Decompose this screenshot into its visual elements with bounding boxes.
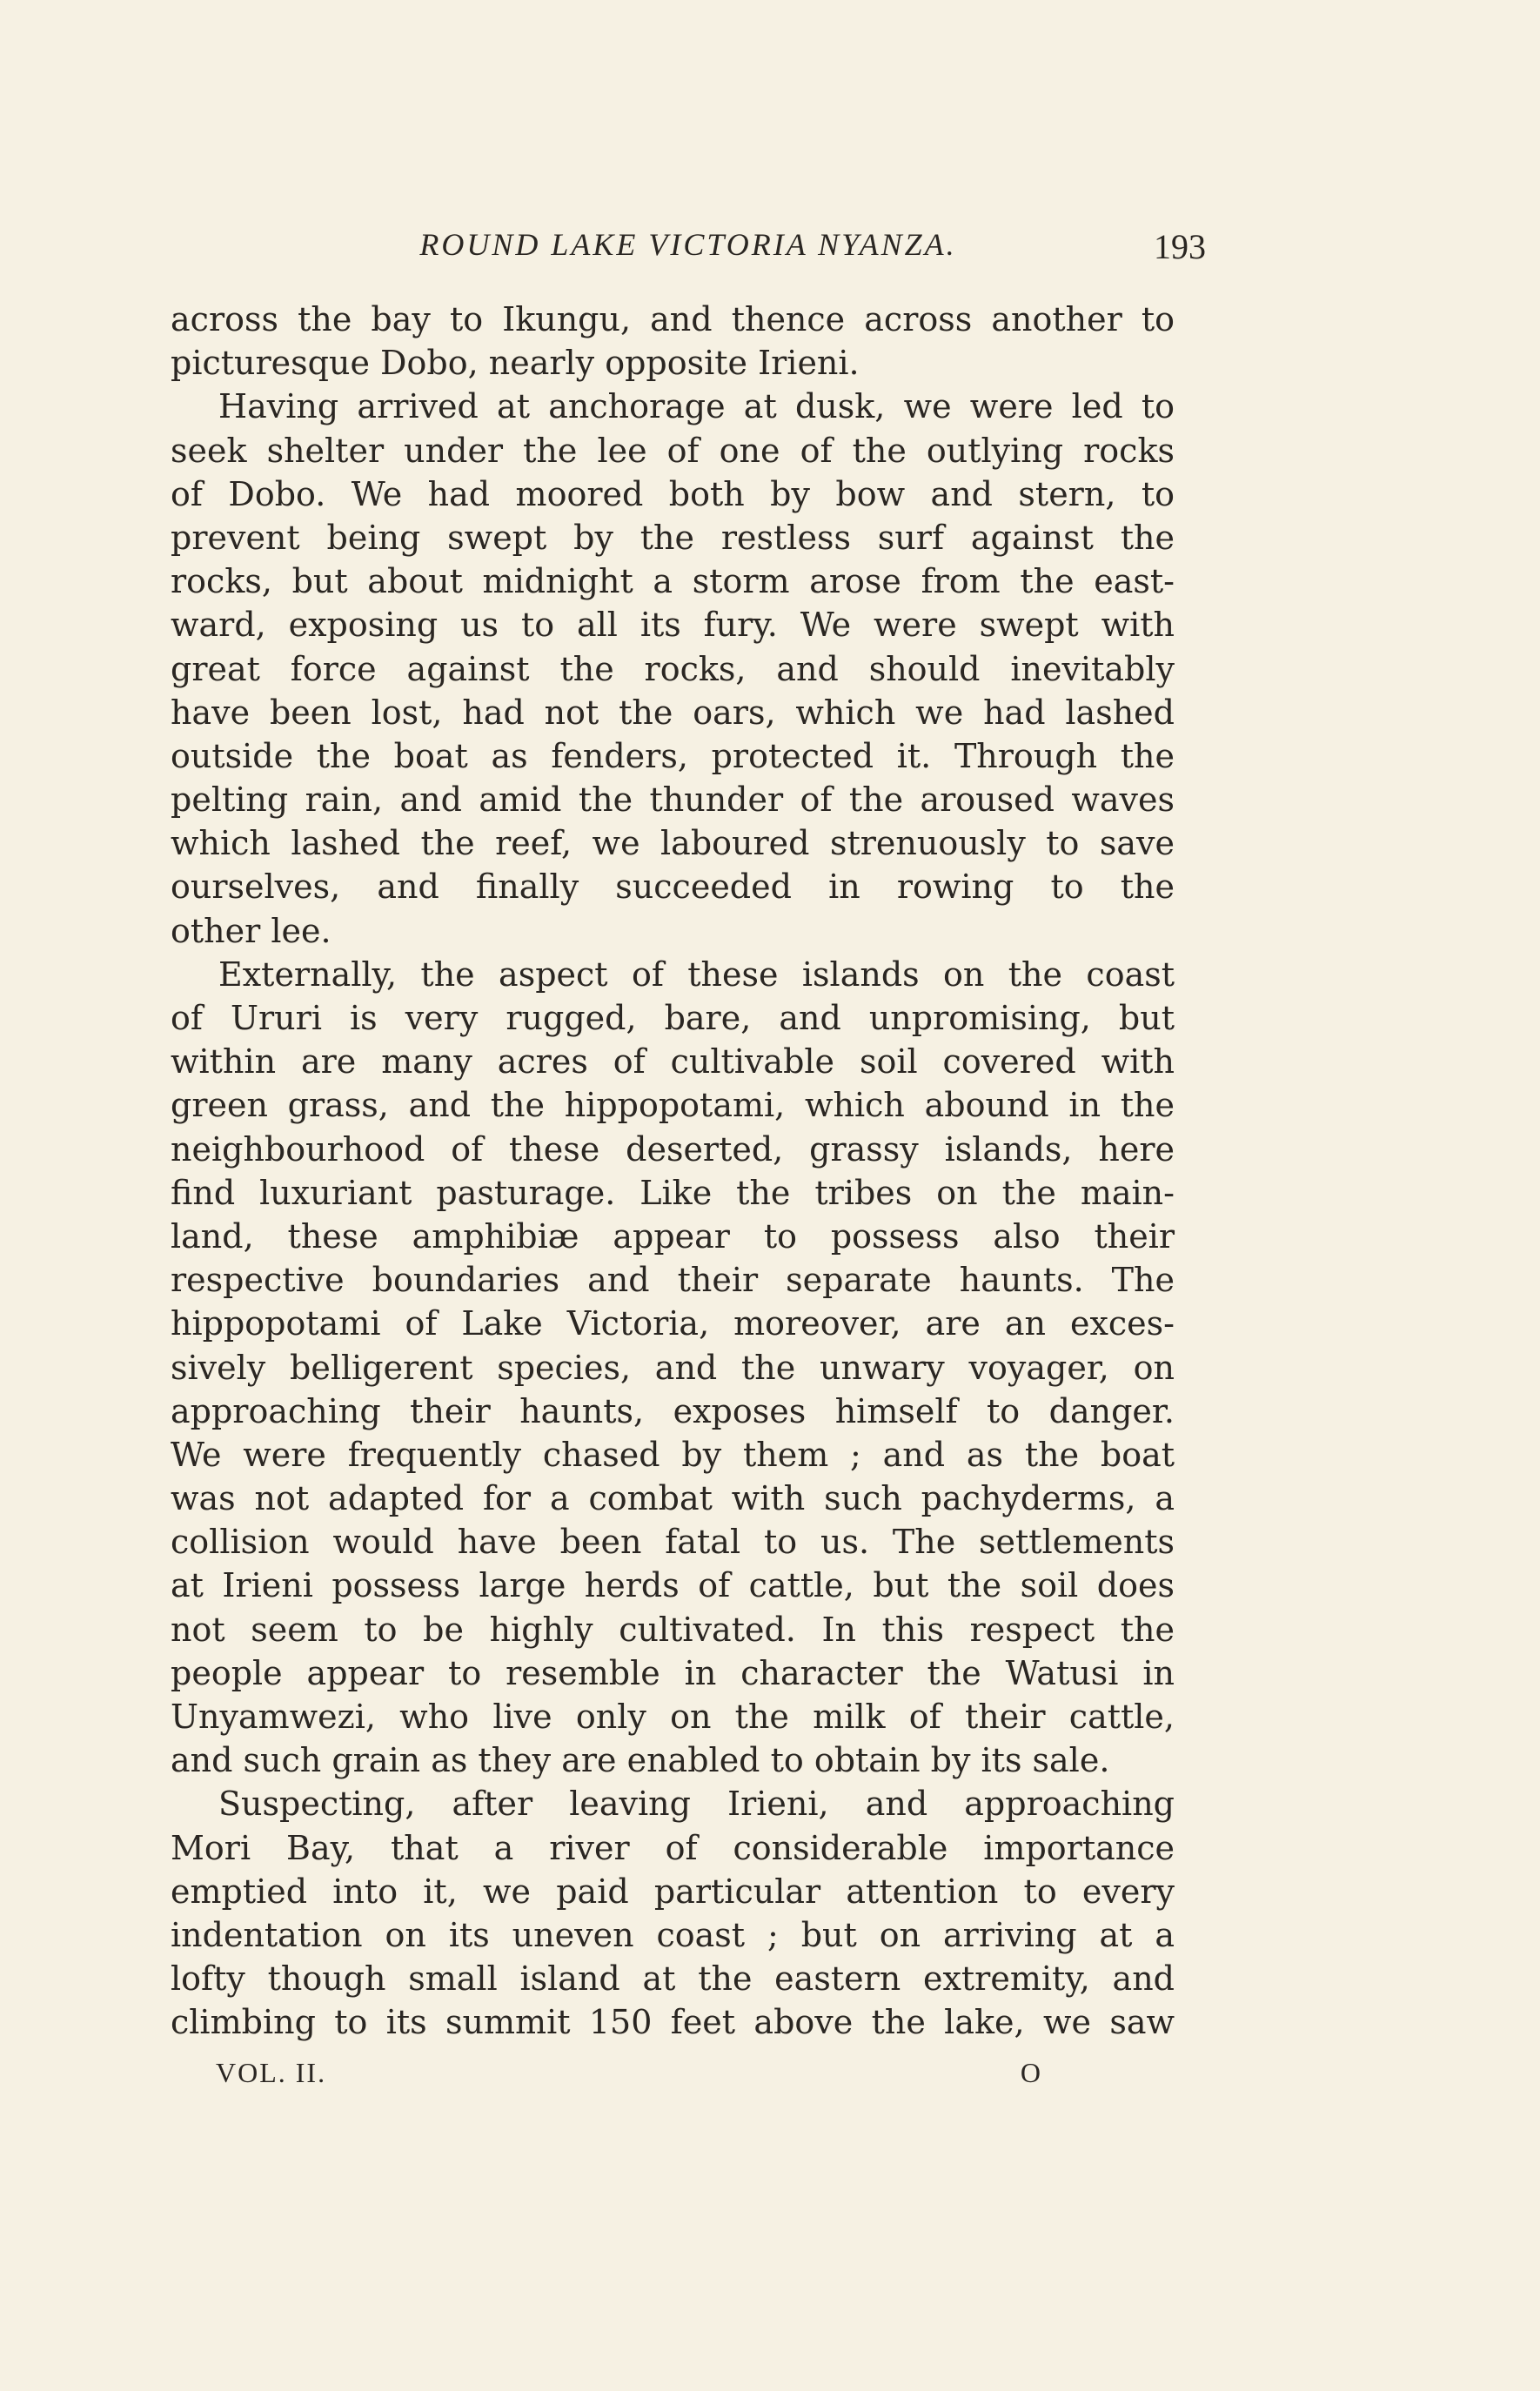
text-line: pelting rain, and amid the thunder of the aroused waves	[171, 780, 1175, 820]
text-line: Externally, the aspect of these islands on the coast	[218, 954, 1175, 994]
running-head	[171, 226, 1206, 278]
text-line: of Ururi is very rugged, bare, and unpromising, but	[171, 999, 1175, 1037]
text-line: Having arrived at anchorage at dusk, we were led to	[218, 387, 1175, 426]
text-line: not seem to be highly cultivated. In this respect the	[171, 1610, 1175, 1649]
volume-marker: VOL. II.	[216, 2057, 327, 2088]
page-footer	[216, 2057, 1041, 2100]
page-number: 193	[1154, 227, 1206, 266]
text-line: rocks, but about midnight a storm arose from the east-	[171, 562, 1175, 601]
text-line: ward, exposing us to all its fury. We were swept with	[171, 606, 1175, 645]
text-line: indentation on its uneven coast ; but on arriving at a	[171, 1915, 1175, 1954]
text-line: lofty though small island at the eastern extremity, and	[171, 1959, 1175, 1999]
text-line: Unyamwezi, who live only on the milk of their cattle,	[171, 1698, 1175, 1736]
text-line: outside the boat as fenders, protected it. Through the	[171, 736, 1175, 775]
text-line: respective boundaries and their separate haunts. The	[171, 1261, 1175, 1300]
text-line: people appear to resemble in character the Watusi in	[171, 1653, 1175, 1692]
text-line: great force against the rocks, and should inevitably	[171, 649, 1175, 688]
text-line: prevent being swept by the restless surf against the	[171, 518, 1175, 557]
text-line: of Dobo. We had moored both by bow and stern, to	[171, 474, 1175, 513]
text-line: collision would have been fatal to us. The settlements	[171, 1523, 1175, 1562]
text-line: emptied into it, we paid particular attention to every	[171, 1872, 1175, 1911]
text-line: have been lost, had not the oars, which we had lashed	[171, 693, 1175, 732]
text-line: ourselves, and finally succeeded in rowing to the	[171, 867, 1175, 907]
text-line: seek shelter under the lee of one of the outlying rocks	[171, 431, 1175, 470]
text-line: at Irieni possess large herds of cattle, but the soil does	[171, 1566, 1175, 1605]
text-line: was not adapted for a combat with such pachyderms, a	[171, 1479, 1175, 1518]
text-line: hippopotami of Lake Victoria, moreover, are an exces-	[171, 1304, 1175, 1343]
text-line: green grass, and the hippopotami, which abound in the	[171, 1086, 1175, 1125]
text-line: land, these amphibiæ appear to possess also their	[171, 1216, 1175, 1256]
text-line: find luxuriant pasturage. Like the tribes on the main-	[171, 1173, 1175, 1212]
text-line: climbing to its summit 150 feet above the lake, we saw	[171, 2003, 1175, 2042]
text-line: We were frequently chased by them ; and as the boat	[171, 1435, 1175, 1474]
body-text	[171, 298, 1175, 2045]
signature-mark: O	[1020, 2057, 1041, 2088]
text-line: neighbourhood of these deserted, grassy islands, here	[171, 1129, 1175, 1169]
text-line: which lashed the reef, we laboured strenuously to save	[171, 824, 1175, 863]
text-line: Suspecting, after leaving Irieni, and approaching	[218, 1785, 1175, 1824]
text-line: picturesque Dobo, nearly opposite Irieni.	[171, 344, 860, 383]
text-line: within are many acres of cultivable soil covered with	[171, 1042, 1175, 1082]
text-line: other lee.	[171, 911, 331, 950]
text-line: across the bay to Ikungu, and thence across another to	[171, 300, 1175, 338]
text-line: Mori Bay, that a river of considerable importance	[171, 1828, 1175, 1867]
text-line: approaching their haunts, exposes himself to danger.	[171, 1391, 1175, 1430]
text-line: sively belligerent species, and the unwary voyager, on	[171, 1348, 1175, 1387]
running-title: ROUND LAKE VICTORIA NYANZA.	[419, 227, 957, 262]
text-line: and such grain as they are enabled to obtain by its sale.	[171, 1741, 1110, 1780]
